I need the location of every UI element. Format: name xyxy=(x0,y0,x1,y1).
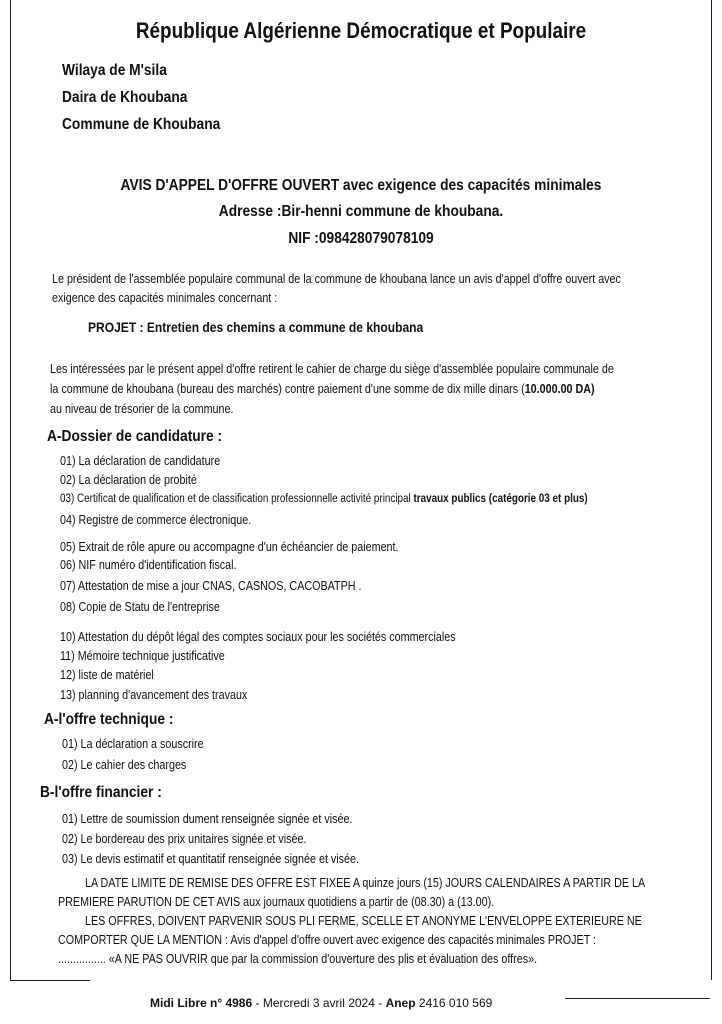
intro-line: Le président de l'assemblée populaire communal de la commune de khoubana lance un avis d'appel d'offre ouvert avec xyxy=(52,272,621,286)
paper-name: Midi Libre n° 4986 xyxy=(150,996,253,1010)
section-label: B-l'offre financier xyxy=(40,784,154,801)
section-label: A-Dossier de candidature xyxy=(47,428,214,445)
notice-title-rest: avec exigence des capacités minimales xyxy=(339,177,602,194)
closing-line: COMPORTER QUE LA MENTION : Avis d'appel d'offre ouvert avec exigence des capacités minimales PROJET : xyxy=(58,933,597,947)
section-title-technique: A-l'offre technique : xyxy=(44,711,174,728)
list-item: 03) Le devis estimatif et quantitatif renseignée signée et visée. xyxy=(62,852,359,866)
list-item: 13) planning d'avancement des travaux xyxy=(60,688,248,702)
divider xyxy=(10,980,90,981)
list-item: 02) La déclaration de probité xyxy=(60,473,197,487)
closing-line: LA DATE LIMITE DE REMISE DES OFFRE EST FIXEE A quinze jours (15) JOURS CALENDAIRES A PARTIR DE LA xyxy=(85,876,646,890)
list-item: 01) Lettre de soumission dument renseignée signée et visée. xyxy=(62,812,353,826)
list-item: 10) Attestation du dépôt légal des comptes sociaux pour les sociétés commerciales xyxy=(60,630,456,644)
item-bold: travaux publics (catégorie 03 et plus) xyxy=(413,493,588,505)
list-item: 01) La déclaration a souscrire xyxy=(62,737,204,751)
retrieval-text: la commune de khoubana (bureau des marchés) contre paiement d'une somme de dix mille dinars ( xyxy=(50,382,525,396)
section-title-dossier: A-Dossier de candidature : xyxy=(47,428,223,445)
list-item xyxy=(60,494,588,506)
list-item: 01) La déclaration de candidature xyxy=(60,454,221,468)
section-label: A-l'offre technique xyxy=(44,711,166,728)
list-item: 02) Le bordereau des prix unitaires signée et visée. xyxy=(62,832,307,846)
wilaya: Wilaya de M'sila xyxy=(62,62,167,79)
list-item: 08) Copie de Statu de l'entreprise xyxy=(60,600,220,614)
section-title-financier: B-l'offre financier : xyxy=(40,784,162,801)
retrieval-line: Les intéressées par le présent appel d'offre retirent le cahier de charge du siège d'assemblée populaire communale de xyxy=(50,362,614,376)
anep-number: 2416 010 569 xyxy=(415,996,493,1010)
notice-address: Adresse :Bir-henni commune de khoubana. xyxy=(218,203,504,220)
project-title: PROJET : Entretien des chemins a commune de khoubana xyxy=(88,319,424,335)
list-item: 04) Registre de commerce électronique. xyxy=(60,513,252,527)
list-item: 07) Attestation de mise a jour CNAS, CASNOS, CACOBATPH . xyxy=(60,579,362,593)
item-text: 03) Certificat de qualification et de classification professionnelle activité principal xyxy=(60,493,414,505)
retrieval-line xyxy=(50,383,595,396)
closing-line: ................ «A NE PAS OUVRIR que par la commission d'ouverture des plis et évaluation des offres». xyxy=(58,952,538,966)
closing-line: PREMIERE PARUTION DE CET AVIS aux journaux quotidiens a partir de (08.30) a (13.00). xyxy=(58,895,495,909)
notice-title-main: AVIS D'APPEL D'OFFRE OUVERT xyxy=(120,177,340,194)
intro-line: exigence des capacités minimales concernant : xyxy=(52,291,278,305)
list-item: 12) liste de matériel xyxy=(60,668,154,682)
commune: Commune de Khoubana xyxy=(62,116,221,133)
daira: Daira de Khoubana xyxy=(62,89,188,106)
anep-label: Anep xyxy=(385,996,416,1010)
list-item: 11) Mémoire technique justificative xyxy=(60,649,225,663)
closing-line: LES OFFRES, DOIVENT PARVENIR SOUS PLI FERME, SCELLE ET ANONYME L'ENVELOPPE EXTERIEURE NE xyxy=(85,914,642,928)
retrieval-line: au niveau de trésorier de la commune. xyxy=(50,402,234,416)
list-item: 06) NIF numéro d'identification fiscal. xyxy=(60,558,237,572)
notice-nif: NIF :098428079078109 xyxy=(288,230,434,247)
retrieval-amount: 10.000.00 DA) xyxy=(524,382,595,396)
list-item: 05) Extrait de rôle apure ou accompagne d'un échéancier de paiement. xyxy=(60,540,399,554)
divider xyxy=(565,998,710,999)
document-title: République Algérienne Démocratique et Populaire xyxy=(135,18,587,43)
publication-date: - Mercredi 3 avril 2024 - xyxy=(252,996,386,1010)
publication-footer xyxy=(150,997,492,1009)
list-item: 02) Le cahier des charges xyxy=(62,758,187,772)
notice-title xyxy=(51,178,672,194)
